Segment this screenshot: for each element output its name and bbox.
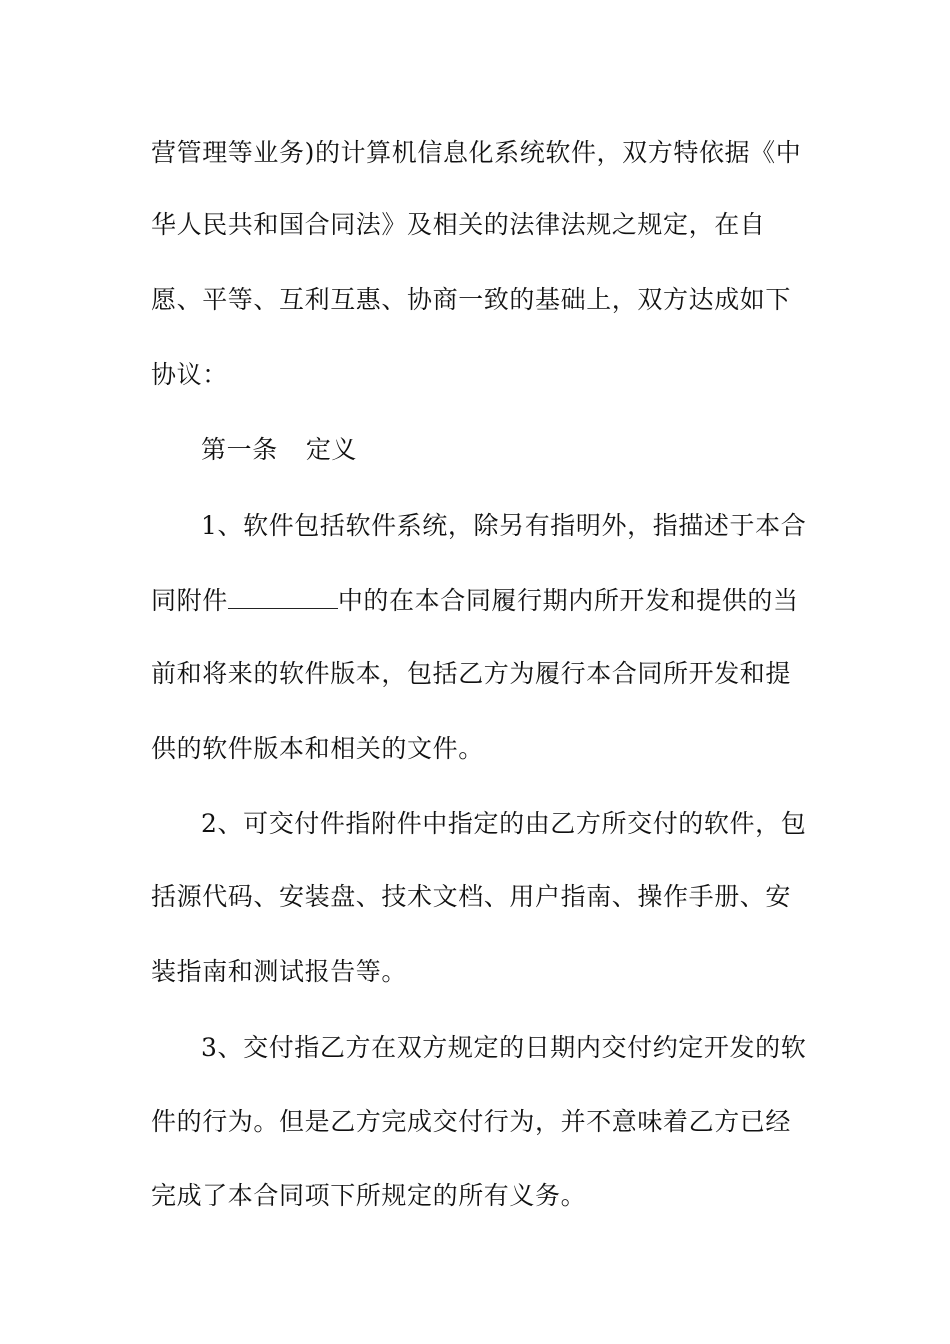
article-number: 第一条 <box>201 435 278 464</box>
item3-line1: 3、交付指乙方在双方规定的日期内交付约定开发的软 <box>201 1033 807 1062</box>
item1-line2-after: 中的在本合同履行期内所开发和提供的当 <box>337 586 799 615</box>
article-title: 定义 <box>305 435 358 464</box>
item1-line3: 前和将来的软件版本，包括乙方为履行本合同所开发和提 <box>151 659 792 688</box>
article-heading <box>201 430 861 470</box>
item1-line1: 1、软件包括软件系统，除另有指明外，指描述于本合 <box>201 511 807 540</box>
item1-line2 <box>151 581 811 621</box>
item1-line4: 供的软件版本和相关的文件。 <box>151 734 484 763</box>
item3-line3: 完成了本合同项下所规定的所有义务。 <box>151 1181 587 1210</box>
item3-line2: 件的行为。但是乙方完成交付行为，并不意味着乙方已经 <box>151 1107 792 1136</box>
paragraph-line: 营管理等业务)的计算机信息化系统软件，双方特依据《中 <box>151 138 802 167</box>
blank-fill-line <box>228 586 338 609</box>
paragraph-line: 愿、平等、互利互惠、协商一致的基础上，双方达成如下 <box>151 285 792 314</box>
paragraph-line: 华人民共和国合同法》及相关的法律法规之规定，在自 <box>151 210 766 239</box>
paragraph-line: 协议： <box>151 360 228 389</box>
item2-line2: 括源代码、安装盘、技术文档、用户指南、操作手册、安 <box>151 882 792 911</box>
item2-line1: 2、可交付件指附件中指定的由乙方所交付的软件，包 <box>201 809 807 838</box>
item2-line3: 装指南和测试报告等。 <box>151 957 408 986</box>
item1-line2-before: 同附件 <box>151 586 228 615</box>
